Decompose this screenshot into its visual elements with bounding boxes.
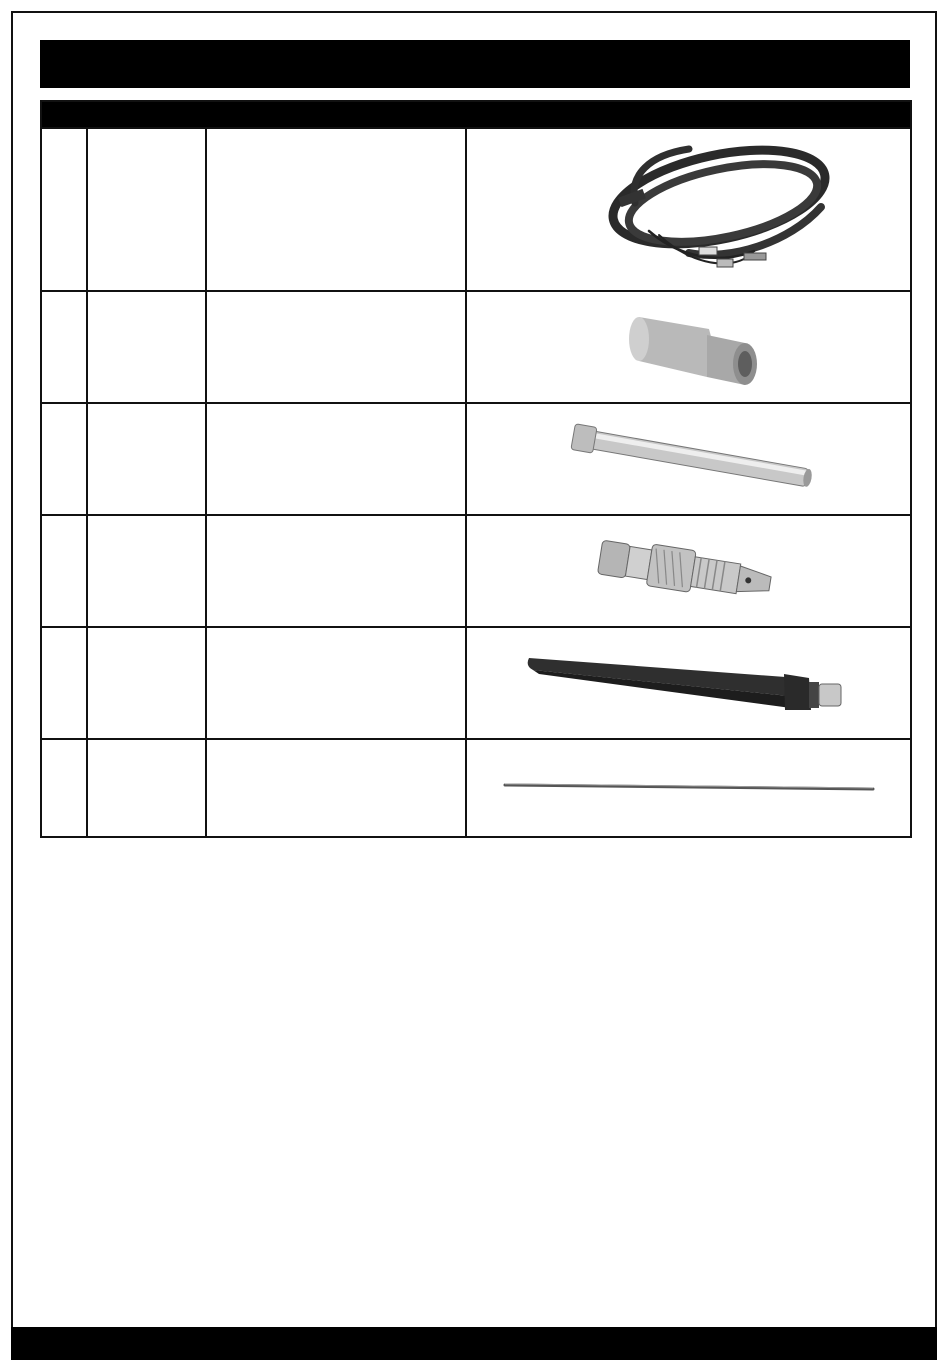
part-description-cell <box>206 128 466 291</box>
section-header <box>41 101 911 128</box>
collet-body-image <box>589 526 789 616</box>
part-code-cell <box>87 515 206 627</box>
parts-table <box>40 100 912 838</box>
part-description-cell <box>206 739 466 837</box>
part-code-cell <box>87 291 206 403</box>
footer-bar <box>11 1327 937 1360</box>
part-code-cell <box>87 627 206 739</box>
part-code-cell <box>87 403 206 515</box>
part-code-cell <box>87 128 206 291</box>
table-row <box>41 627 911 739</box>
part-description-cell <box>206 627 466 739</box>
table-row <box>41 291 911 403</box>
table-row <box>41 515 911 627</box>
table-row <box>41 739 911 837</box>
table-row <box>41 128 911 291</box>
title-bar <box>40 40 910 88</box>
part-number-cell <box>41 515 87 627</box>
part-number-cell <box>41 291 87 403</box>
ceramic-nozzle-image <box>609 299 769 395</box>
table-row <box>41 403 911 515</box>
part-number-cell <box>41 128 87 291</box>
part-number-cell <box>41 627 87 739</box>
back-cap-image <box>519 638 859 728</box>
part-number-cell <box>41 403 87 515</box>
collet-image <box>559 414 819 504</box>
part-description-cell <box>206 515 466 627</box>
part-number-cell <box>41 739 87 837</box>
part-code-cell <box>87 739 206 837</box>
part-description-cell <box>206 403 466 515</box>
tungsten-electrode-image <box>499 773 879 803</box>
part-description-cell <box>206 291 466 403</box>
torch-cable-assembly-image <box>539 135 839 285</box>
table-header-row <box>41 101 911 128</box>
